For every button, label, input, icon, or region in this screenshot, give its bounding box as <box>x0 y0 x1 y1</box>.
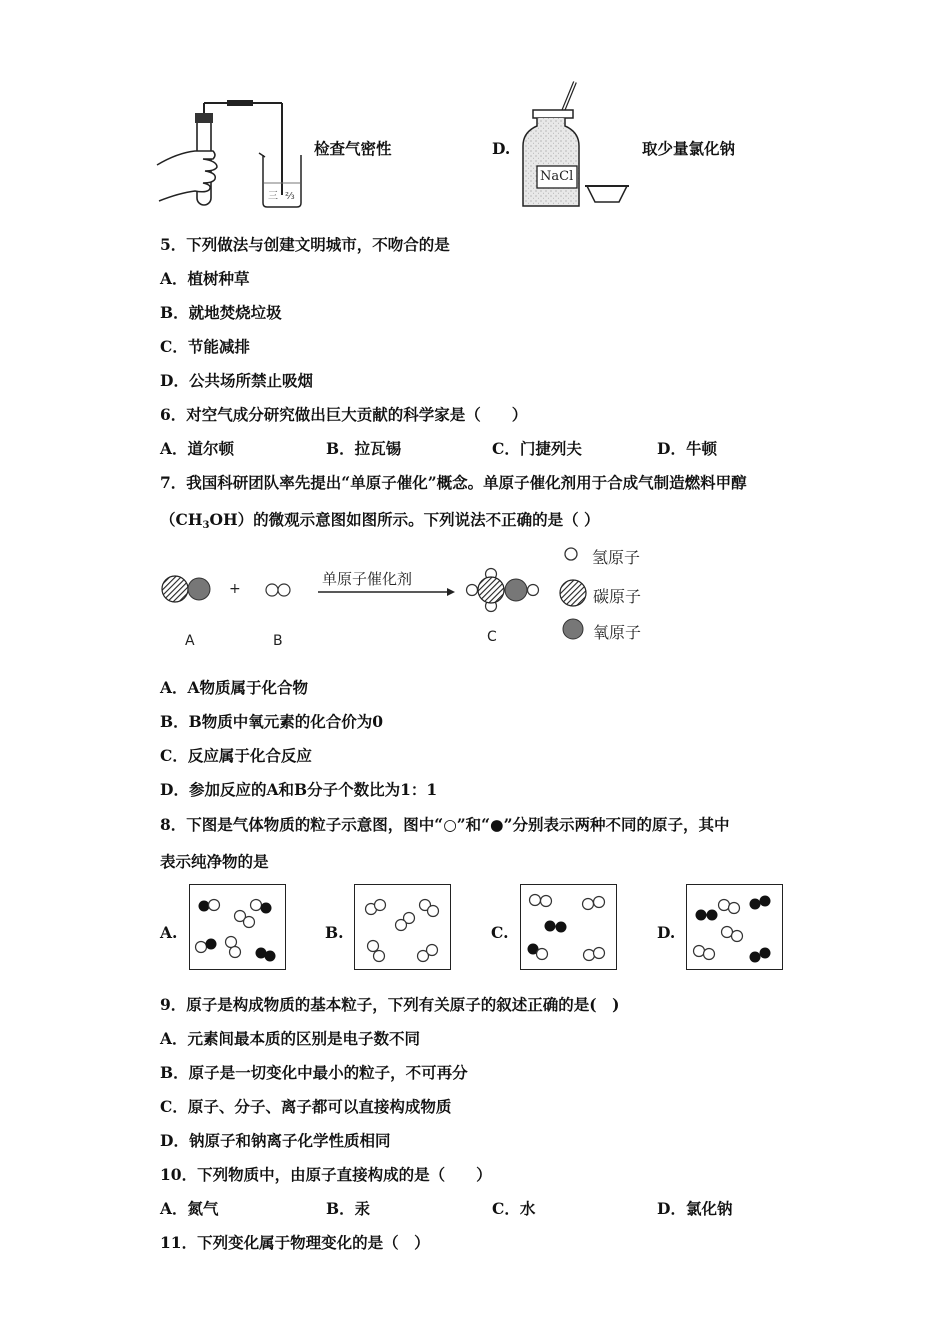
particle-box-a <box>189 884 286 970</box>
q9-option-a: A．元素间最本质的区别是电子数不同 <box>160 1029 421 1048</box>
legend-carbon-symbol <box>560 580 586 606</box>
legend-oxygen: 氧原子 <box>593 623 642 642</box>
legend-hydrogen: 氢原子 <box>592 548 641 567</box>
option-d-label: 取少量氯化钠 <box>642 139 736 158</box>
q6-stem: 6．对空气成分研究做出巨大贡献的科学家是（ ） <box>160 405 528 424</box>
q9-option-c: C．原子、分子、离子都可以直接构成物质 <box>160 1097 452 1116</box>
q9-option-d: D．钠原子和钠离子化学性质相同 <box>160 1131 391 1150</box>
q8-option-c: C. <box>491 923 509 942</box>
bottle-label: NaCl <box>540 169 574 184</box>
q5-option-c: C．节能减排 <box>160 337 250 356</box>
q6-option-d: D．牛顿 <box>657 439 717 458</box>
svg-text:⅔: ⅔ <box>285 191 295 202</box>
svg-text:三: 三 <box>268 191 278 202</box>
reaction-diagram <box>155 540 655 655</box>
molecule-b-h2 <box>278 584 290 596</box>
q7-option-c: C．反应属于化合反应 <box>160 746 312 765</box>
q5-option-d: D．公共场所禁止吸烟 <box>160 371 313 390</box>
sodium-chloride-figure <box>515 80 640 215</box>
label-c: C <box>487 629 497 645</box>
q10-option-d: D．氯化钠 <box>657 1199 733 1218</box>
q10-stem: 10．下列物质中，由原子直接构成的是（ ） <box>160 1165 492 1184</box>
q8-option-b: B. <box>325 923 344 942</box>
particle-box-d <box>686 884 783 970</box>
q6-option-a: A．道尔顿 <box>160 439 235 458</box>
q5-option-a: A．植树种草 <box>160 269 250 288</box>
molecule-a-carbon <box>162 576 188 602</box>
q9-option-b: B．原子是一切变化中最小的粒子，不可再分 <box>160 1063 468 1082</box>
particle-box-c <box>520 884 617 970</box>
q10-option-c: C．水 <box>492 1199 536 1218</box>
q6-option-c: C．门捷列夫 <box>492 439 582 458</box>
legend-oxygen-symbol <box>563 619 583 639</box>
option-c-label: 检查气密性 <box>314 139 392 158</box>
catalyst-label: 单原子催化剂 <box>322 570 413 588</box>
q7-option-a: A．A物质属于化合物 <box>160 678 309 697</box>
q7-stem-sub: 3 <box>202 520 210 531</box>
label-a: A <box>185 633 195 649</box>
q11-stem: 11．下列变化属于物理变化的是（ ） <box>160 1233 430 1252</box>
q9-stem: 9．原子是构成物质的基本粒子，下列有关原子的叙述正确的是( ) <box>160 995 620 1014</box>
q7-stem-line2 <box>160 510 600 536</box>
option-d-letter: D. <box>492 139 511 158</box>
molecule-a-oxygen <box>188 578 210 600</box>
q10-option-b: B．汞 <box>326 1199 371 1218</box>
q7-stem-pre: （CH <box>160 510 203 529</box>
plus-sign: + <box>229 581 241 597</box>
q5-option-b: B．就地焚烧垃圾 <box>160 303 282 322</box>
label-b: B <box>273 633 283 649</box>
q8-option-d: D. <box>657 923 676 942</box>
q7-option-d: D．参加反应的A和B分子个数比为1：1 <box>160 780 438 799</box>
particle-box-b <box>354 884 451 970</box>
q5-stem: 5．下列做法与创建文明城市，不吻合的是 <box>160 235 450 254</box>
q10-option-a: A．氮气 <box>160 1199 219 1218</box>
molecule-b-h1 <box>266 584 278 596</box>
airtightness-check-figure <box>155 95 315 213</box>
q8-option-a: A. <box>160 923 178 942</box>
q8-stem-line2: 表示纯净物的是 <box>160 852 269 871</box>
q7-stem-line1: 7．我国科研团队率先提出“单原子催化”概念。单原子催化剂用于合成气制造燃料甲醇 <box>160 473 747 492</box>
q7-option-b: B．B物质中氧元素的化合价为0 <box>160 712 383 731</box>
q8-stem-line1: 8．下图是气体物质的粒子示意图，图中“○”和“●”分别表示两种不同的原子，其中 <box>160 815 730 834</box>
legend-hydrogen-symbol <box>565 548 577 560</box>
q7-stem-post: OH）的微观示意图如图所示。下列说法不正确的是（ ） <box>209 510 600 529</box>
legend-carbon: 碳原子 <box>593 587 642 606</box>
q6-option-b: B．拉瓦锡 <box>326 439 402 458</box>
